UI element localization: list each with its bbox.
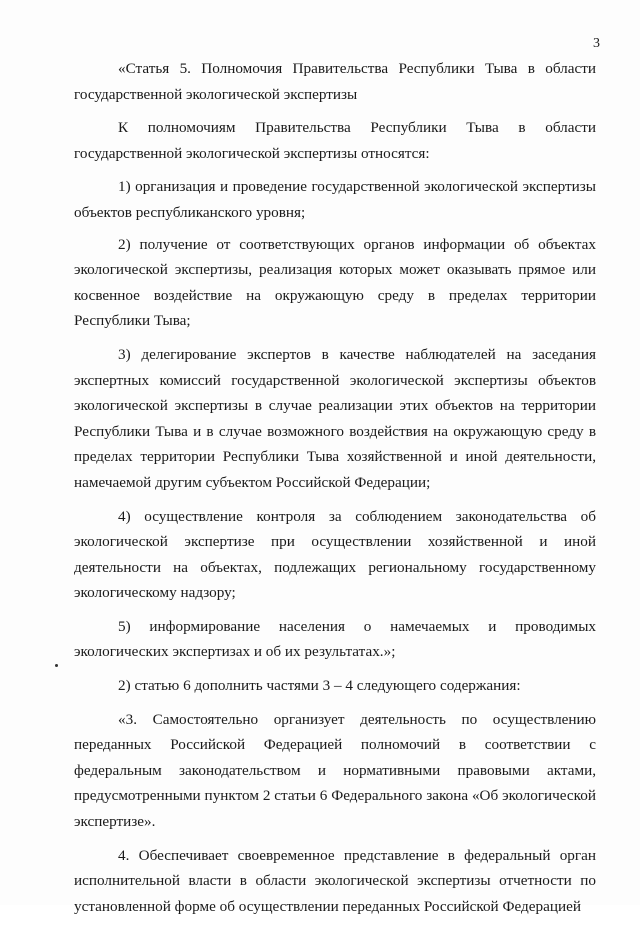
list-item-1: 1) организация и проведение государственной экологической экспертизы объектов республиканского уровня; [74,178,596,221]
list-item-2: 2) получение от соответствующих органов информации об объектах экологической экспертизы, реализация которых может оказывать прямое или косвенное воздействие на окружающую среду в пределах территории Республики Тыва; [74,235,596,330]
list-item-5: 5) информирование населения о намечаемых и проводимых экологических экспертизах и об их результатах.»; [74,617,596,661]
document-body [74,56,596,927]
part-4-text: 4. Обеспечивает своевременное представление в федеральный орган исполнительной власти в области экологической экспертизы отчетности по установленной форме об осуществлении переданных Российской Федерацией [74,846,596,915]
paragraph-intro: К полномочиям Правительства Республики Тыва в области государственной экологической экспертизы относятся: [74,119,596,162]
list-item-3: 3) делегирование экспертов в качестве наблюдателей на заседания экспертных комиссий государственной экологической экспертизы объектов экологической экспертизы в случае реализации этих объектов на территории Республики Тыва и в случае возможного воздействия на окружающую среду в пределах территории Республики Тыва хозяйственной и иной деятельности, намечаемой другим субъектом Российской Федерации; [74,345,596,491]
part-3-text: «3. Самостоятельно организует деятельность по осуществлению переданных Российской Федерацией полномочий в соответствии с федеральным законодательством и нормативными правовыми актами, предусмотренными пунктом 2 статьи 6 Федерального закона «Об экологической экспертизе». [74,710,596,831]
article-heading: «Статья 5. Полномочия Правительства Республики Тыва в области государственной экологической экспертизы [74,60,596,103]
amendment-item-2: 2) статью 6 дополнить частями 3 – 4 следующего содержания: [118,677,521,695]
page-number: 3 [593,36,600,51]
scan-speck [55,664,58,667]
list-item-4: 4) осуществление контроля за соблюдением законодательства об экологической экспертизе при осуществлении хозяйственной и иной деятельности на объектах, подлежащих региональному государственному экологическому надзору; [74,507,596,602]
